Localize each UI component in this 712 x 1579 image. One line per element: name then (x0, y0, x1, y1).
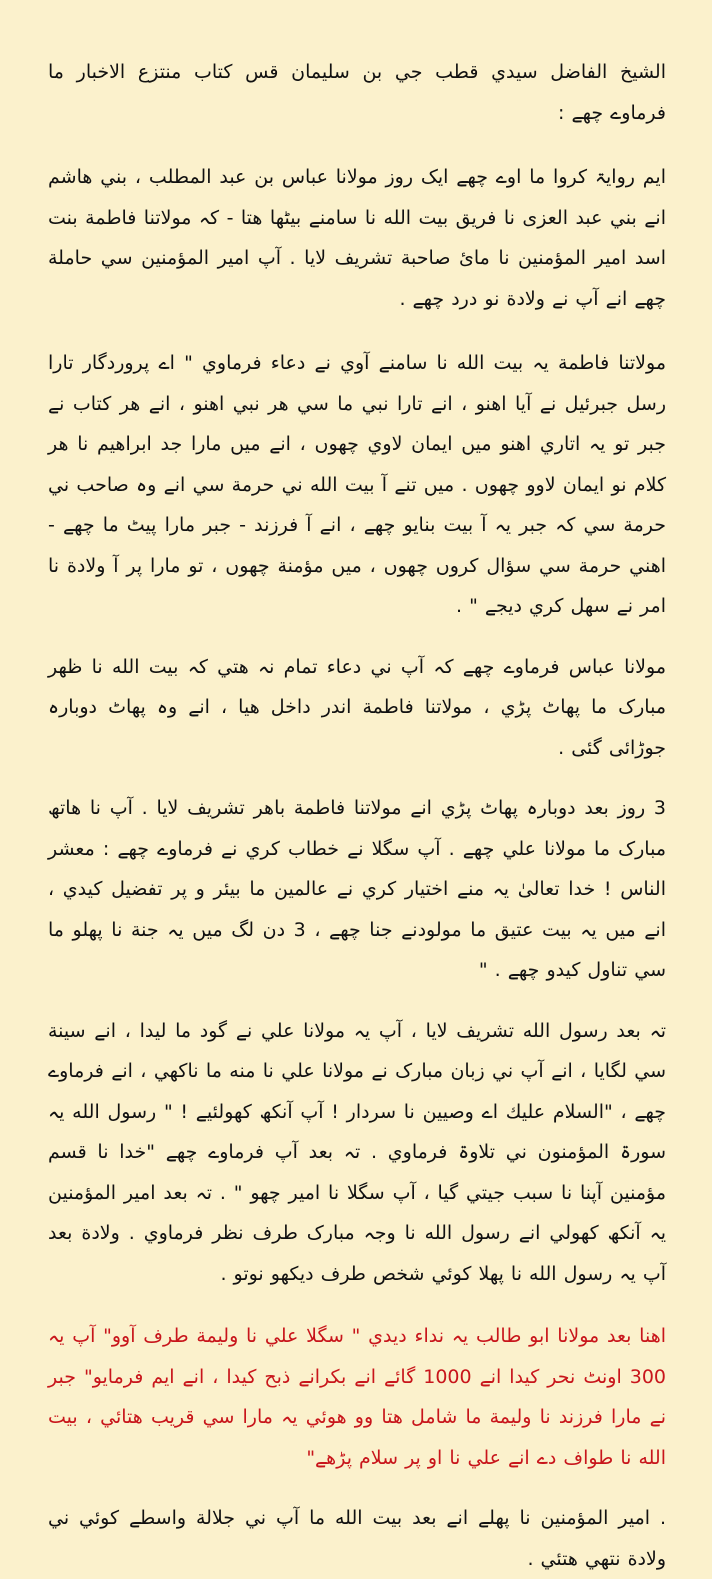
paragraph-wall-opening: مولانا عباس فرماوے چھے کہ آپ ني دعاء تمام نہ ھتي کہ بیت الله نا ظهر مبارک ما پھاٹ پڑي ، مولاتنا فاطمة اندر داخل ھیا ، انے وہ پھاٹ دوبارہ جوڑائی گئی . (48, 655, 666, 759)
paragraph-three-days: 3 روز بعد دوبارہ پھاٹ پڑي انے مولاتنا فاطمة باهر تشریف لایا . آپ نا هاتھ مبارک ما مولانا علي چھے . آپ سگلا نے خطاب کري نے فرماوے چھے : معشر الناس ! خدا تعالیٰ یہ منے اختیار کري نے عالمین ما بیئر و پر تفضیل کیدي ، انے میں یہ بیت عتیق ما مولودنے جنا چھے ، 3 دن لگ میں یہ جنة نا پھلو ما سي تناول کیدو چھے . " (48, 797, 666, 981)
paragraph-narration: ایم روایۃ کروا ما اوے چھے ایک روز مولانا عباس بن عبد المطلب ، بني هاشم انے بني عبد العزی نا فریق بیت الله نا سامنے بیٹھا ھتا - کہ مولاتنا فاطمة بنت اسد امیر المؤمنین نا مائ صاحبة تشریف لایا . آپ امیر المؤمنین سي حاملة چھے انے آپ نے ولادة نو درد چھے . (48, 166, 666, 310)
paragraph-walima-highlight: اهنا بعد مولانا ابو طالب یہ نداء دیدي " سگلا علي نا ولیمة طرف آوو" آپ یہ 300 اونٹ نحر کیدا انے 1000 گائے انے بکرانے ذبح کیدا ، انے ایم فرمایو" جبر نے مارا فرزند نا ولیمة ما شامل ھتا وو ھوئي یہ مارا سي قریب ھتائي ، بیت الله نا طواف دے انے علي نا او پر سلام پڑھے" (48, 1325, 666, 1469)
paragraph-dua: مولاتنا فاطمة یہ بیت الله نا سامنے آوي نے دعاء فرماوي " اے پروردگار تارا رسل جبرئیل نے آیا اهنو ، انے تارا نبي ما سي هر نبي اهنو ، انے هر کتاب نے جبر تو یہ اتاري اهنو میں ایمان لاوي چھوں ، انے میں مارا جد ابراهیم نا هر کلام نو ایمان لاوو چھوں . میں تنے آ بیت الله ني حرمة سي انے وہ صاحب ني حرمة سي کہ جبر یہ آ بیت بنایو چھے ، انے آ فرزند - جبر مارا پیٹ ما چھے - اهني حرمة سي سؤال کروں چھوں ، میں مؤمنة چھوں ، تو مارا پر آ ولادة نا امر نے سهل کري دیجے " . (48, 352, 666, 617)
paragraph-intro: الشيخ الفاضل سيدي قطب جي بن سليمان قس كتاب منتزع الاخبار ما فرماوے چھے : (48, 61, 666, 124)
paragraph-rasool-visit: تہ بعد رسول الله تشریف لایا ، آپ یہ مولانا علي نے گود ما لیدا ، انے سینة سي لگایا ، انے آپ ني زبان مبارک نے مولانا علي نا منه ما ناکھي ، انے فرماوے چھے ، "السلام علیك اے وصیین نا سردار ! آپ آنکھ کھولئیے ! " رسول الله یہ سورۃ المؤمنون ني تلاوۃ فرماوي . تہ بعد آپ فرماوے چھے "خدا نا قسم مؤمنین آپنا نا سبب جیتي گیا ، آپ سگلا نا امیر چھو " . تہ بعد امیر المؤمنین یہ آنکھ کھولي انے رسول الله نا وجہ مبارک طرف نظر فرماوي . ولادة بعد آپ یہ رسول الله نا پهلا کوئي شخص طرف دیکھو نوتو . (48, 1019, 666, 1285)
paragraph-closing: . امیر المؤمنین نا پهلے انے بعد بیت الله ما آپ ني جلالة واسطے کوئي ني ولادة نتھي ھتئي . (48, 1507, 666, 1570)
